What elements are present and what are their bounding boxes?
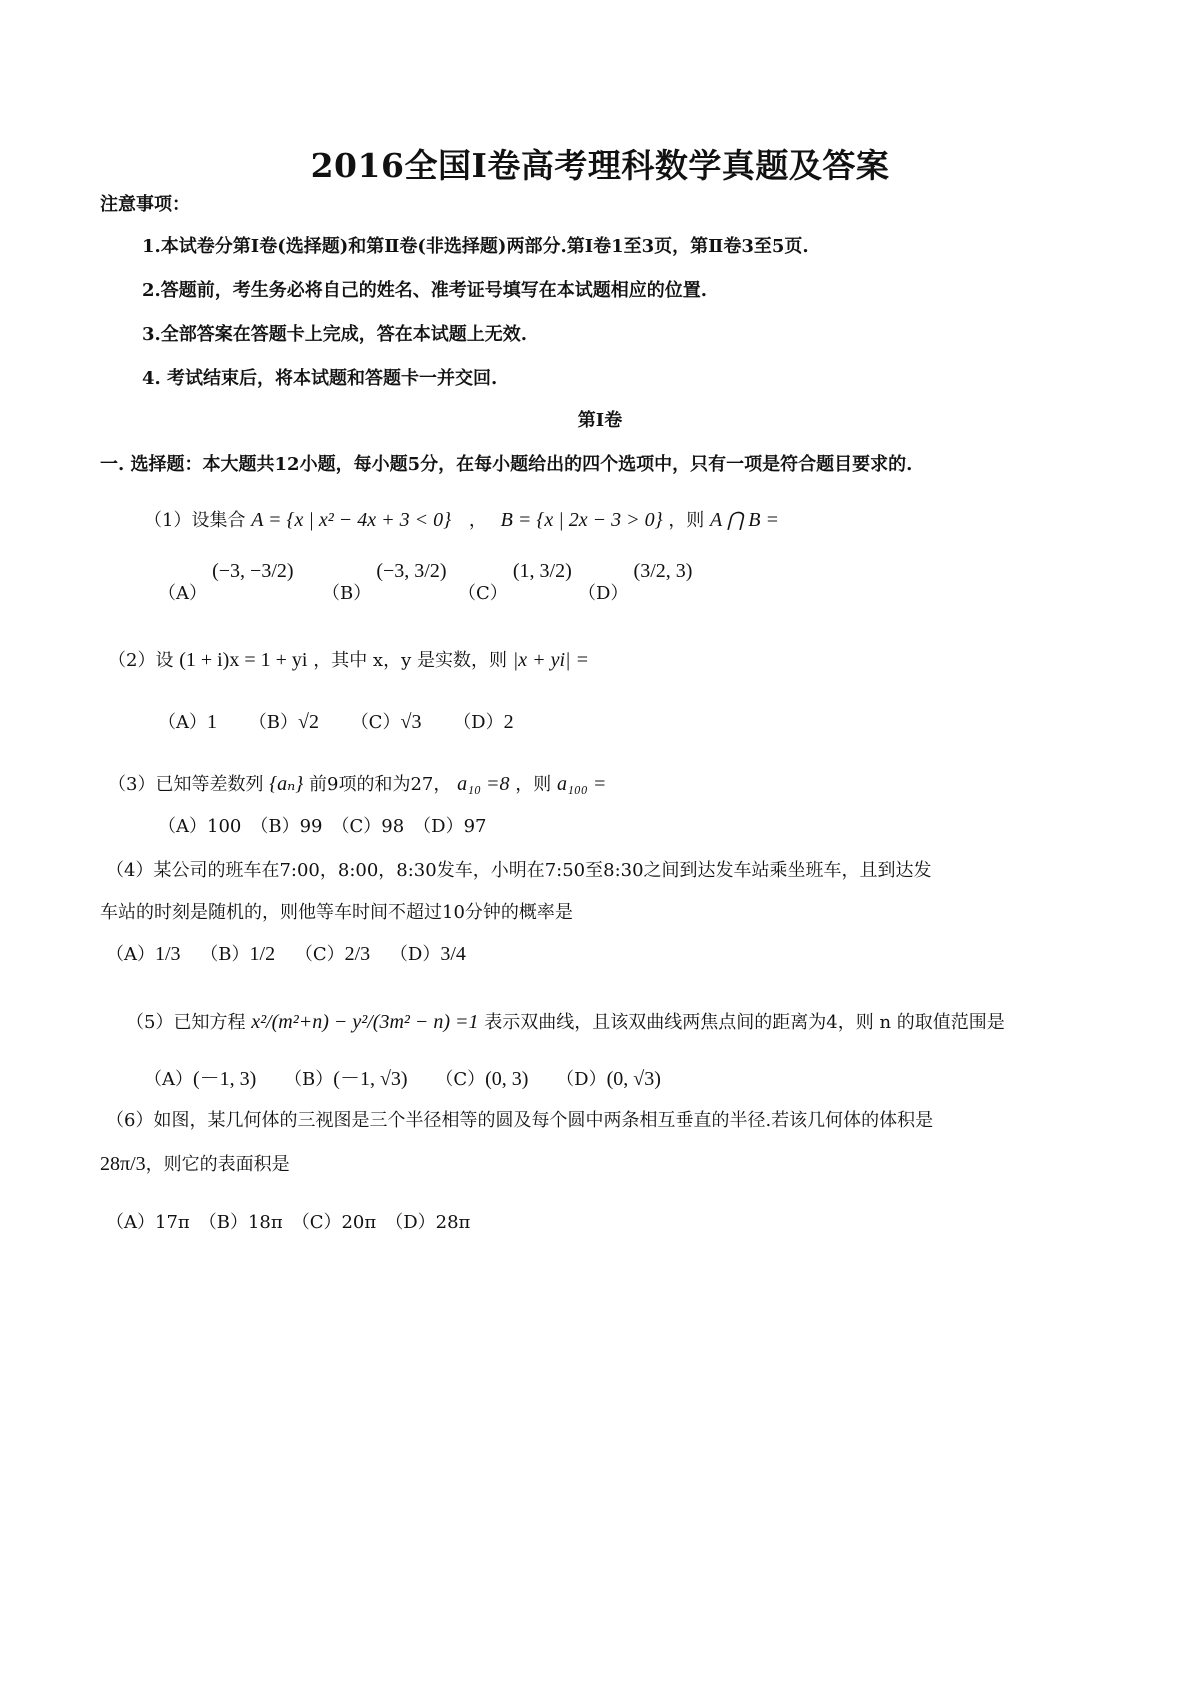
question-1	[144, 506, 779, 532]
q3-middle: 前9项的和为27，	[309, 774, 452, 795]
q4-option-c-value: 2/3	[344, 943, 371, 965]
q2-middle: ，其中 x，y 是实数，则	[313, 650, 507, 671]
q5-option-d-label: （D）	[556, 1069, 607, 1090]
q1-option-a	[158, 560, 294, 605]
notice-item-1: 1.本试卷分第Ⅰ卷(选择题)和第Ⅱ卷(非选择题)两部分.第Ⅰ卷1至3页，第Ⅱ卷3至5页.	[142, 236, 809, 257]
q4-option-b-value: 1/2	[249, 943, 276, 965]
q1-option-d	[578, 560, 692, 605]
section-heading: 一. 选择题：本大题共12小题，每小题5分，在每小题给出的四个选项中，只有一项是符合题目要求的.	[100, 454, 913, 475]
notice-item-3: 3.全部答案在答题卡上完成，答在本试题上无效.	[142, 324, 528, 345]
notice-item-2: 2.答题前，考生务必将自己的姓名、准考证号填写在本试题相应的位置.	[142, 280, 708, 301]
q5-option-d-value: (0, √3)	[606, 1068, 661, 1090]
q4-option-a-label: （A）	[106, 944, 155, 965]
q1-option-b-value: (−3, 3/2)	[376, 560, 447, 582]
q4-option-d-label: （D）	[389, 944, 441, 965]
q2-equation: (1 + i)x = 1 + yi	[179, 649, 308, 671]
q5-option-c-value: (0, 3)	[485, 1068, 529, 1090]
q3-sequence: {aₙ}	[269, 773, 304, 795]
q1-ask: ，则	[668, 510, 705, 531]
q1-option-d-value: (3/2, 3)	[633, 560, 693, 582]
q5-options	[144, 1062, 661, 1091]
q1-option-a-label: （A）	[158, 583, 207, 604]
question-5	[126, 1008, 1005, 1034]
q2-option-a-label: （A）	[158, 712, 207, 733]
q2-target: |x + yi| =	[512, 649, 590, 671]
q5-option-c-label: （C）	[435, 1069, 486, 1090]
q5-option-b-label: （B）	[284, 1069, 334, 1090]
q2-prefix: （2）设	[108, 650, 174, 671]
q4-option-c-label: （C）	[294, 944, 345, 965]
volume-title: 第Ⅰ卷	[577, 410, 623, 431]
q4-option-b-label: （B）	[200, 944, 250, 965]
q5-equation: x²/(m²+n) − y²/(3m² − n) =1	[251, 1011, 479, 1033]
q1-option-b	[322, 560, 446, 605]
q6-line-2-rest: ，则它的表面积是	[145, 1154, 290, 1175]
q3-prefix: （3）已知等差数列	[108, 774, 264, 795]
q1-option-a-value: (−3, −3/2)	[212, 560, 294, 582]
q1-option-c-label: （C）	[458, 583, 508, 604]
q3-ask: ，则	[515, 774, 552, 795]
q5-option-b-value: (－1, √3)	[333, 1068, 408, 1090]
q1-prefix: （1）设集合	[144, 510, 246, 531]
q1-set-a: A = {x | x² − 4x + 3 < 0}	[251, 509, 452, 531]
q2-option-d-label: （D）	[453, 712, 504, 733]
q1-option-c	[458, 560, 572, 605]
q1-option-d-label: （D）	[578, 583, 629, 604]
q5-rest: 表示双曲线，且该双曲线两焦点间的距离为4，则 n 的取值范围是	[484, 1012, 1005, 1033]
q3-condition: a₁₀ =8	[457, 773, 510, 795]
q3-options: （A）100 （B）99 （C）98 （D）97	[158, 816, 487, 837]
q1-option-c-value: (1, 3/2)	[512, 560, 572, 582]
q5-prefix: （5）已知方程	[126, 1012, 246, 1033]
q2-option-d-value: 2	[503, 711, 514, 733]
q4-line-1: （4）某公司的班车在7:00，8:00，8:30发车，小明在7:50至8:30之间到达发车站乘坐班车，且到达发	[106, 860, 932, 881]
question-2	[108, 646, 589, 672]
q2-option-c-value: √3	[400, 711, 422, 733]
q4-option-a-value: 1/3	[155, 943, 181, 965]
q5-option-a-label: （A）	[144, 1069, 193, 1090]
q2-option-c-label: （C）	[350, 712, 401, 733]
q2-option-a-value: 1	[207, 711, 217, 733]
question-3	[108, 770, 606, 796]
q4-option-d-value: 3/4	[440, 943, 466, 965]
q2-options	[158, 708, 514, 734]
q1-option-b-label: （B）	[322, 583, 372, 604]
q5-option-a-value: (－1, 3)	[193, 1068, 257, 1090]
q6-line-2	[100, 1150, 290, 1176]
q3-target: a₁₀₀ =	[557, 773, 607, 795]
q1-target: A ⋂ B =	[710, 509, 780, 531]
q2-option-b-label: （B）	[248, 712, 298, 733]
q4-line-2: 车站的时刻是随机的，则他等车时间不超过10分钟的概率是	[100, 902, 573, 923]
q6-volume: 28π/3	[100, 1153, 146, 1175]
document-title: 2016全国Ⅰ卷高考理科数学真题及答案	[310, 146, 890, 185]
notice-item-4: 4. 考试结束后，将本试题和答题卡一并交回.	[142, 368, 498, 389]
q6-line-1: （6）如图，某几何体的三视图是三个半径相等的圆及每个圆中两条相互垂直的半径.若该几何体的体积是	[106, 1110, 934, 1131]
q6-options: （A）17π （B）18π （C）20π （D）28π	[106, 1212, 471, 1233]
notice-heading: 注意事项：	[100, 194, 190, 215]
q1-set-b: B = {x | 2x − 3 > 0}	[500, 509, 663, 531]
q1-separator: ，	[468, 510, 487, 531]
q2-option-b-value: √2	[297, 711, 319, 733]
q4-options	[106, 940, 466, 966]
